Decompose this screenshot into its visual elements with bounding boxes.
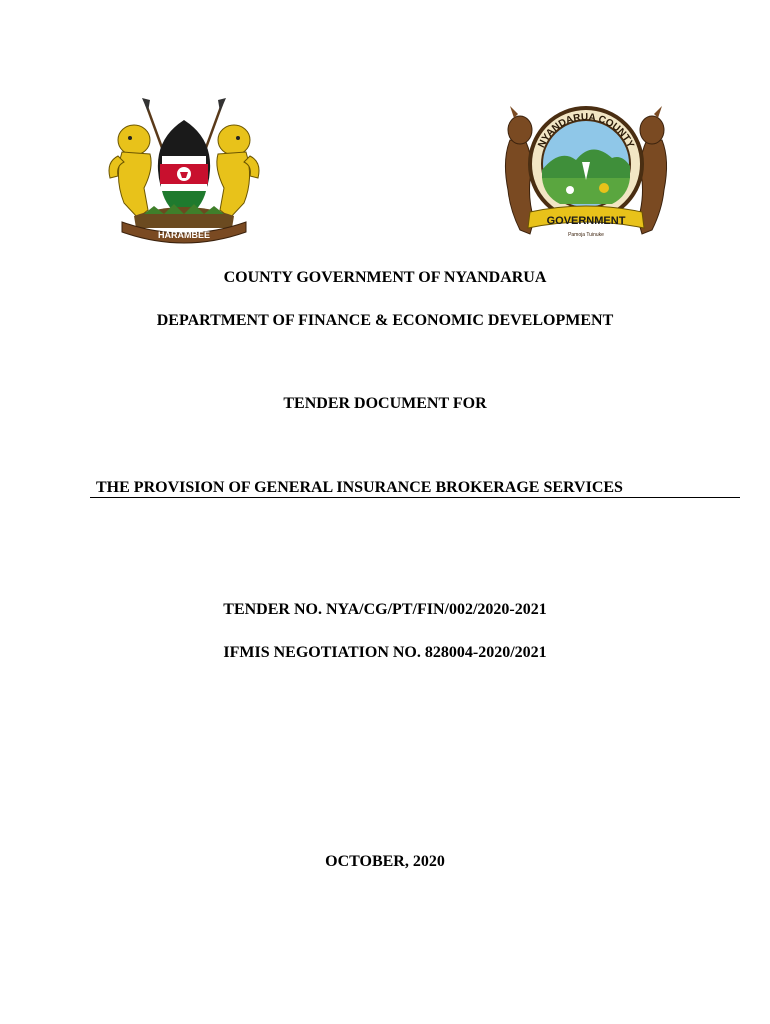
seal-motto: Pamoja Tuinuke bbox=[568, 232, 604, 238]
county-government-heading: COUNTY GOVERNMENT OF NYANDARUA bbox=[223, 269, 547, 286]
department-heading: DEPARTMENT OF FINANCE & ECONOMIC DEVELOPMENT bbox=[156, 312, 614, 329]
tender-title-underlined bbox=[90, 478, 740, 498]
seal-arc-text: NYANDARUA COUNTY bbox=[536, 111, 636, 150]
document-date: OCTOBER, 2020 bbox=[325, 853, 445, 870]
ifmis-negotiation-number: IFMIS NEGOTIATION NO. 828004-2020/2021 bbox=[223, 644, 547, 661]
harambee-motto: HARAMBEE bbox=[157, 230, 211, 240]
kenya-coat-of-arms-logo bbox=[104, 98, 264, 244]
nyandarua-county-seal-logo bbox=[500, 100, 672, 250]
tender-title-text: THE PROVISION OF GENERAL INSURANCE BROKERAGE SERVICES bbox=[90, 478, 740, 498]
seal-banner-text: GOVERNMENT bbox=[546, 215, 626, 227]
tender-number: TENDER NO. NYA/CG/PT/FIN/002/2020-2021 bbox=[223, 601, 547, 618]
tender-document-for-heading: TENDER DOCUMENT FOR bbox=[283, 395, 487, 412]
